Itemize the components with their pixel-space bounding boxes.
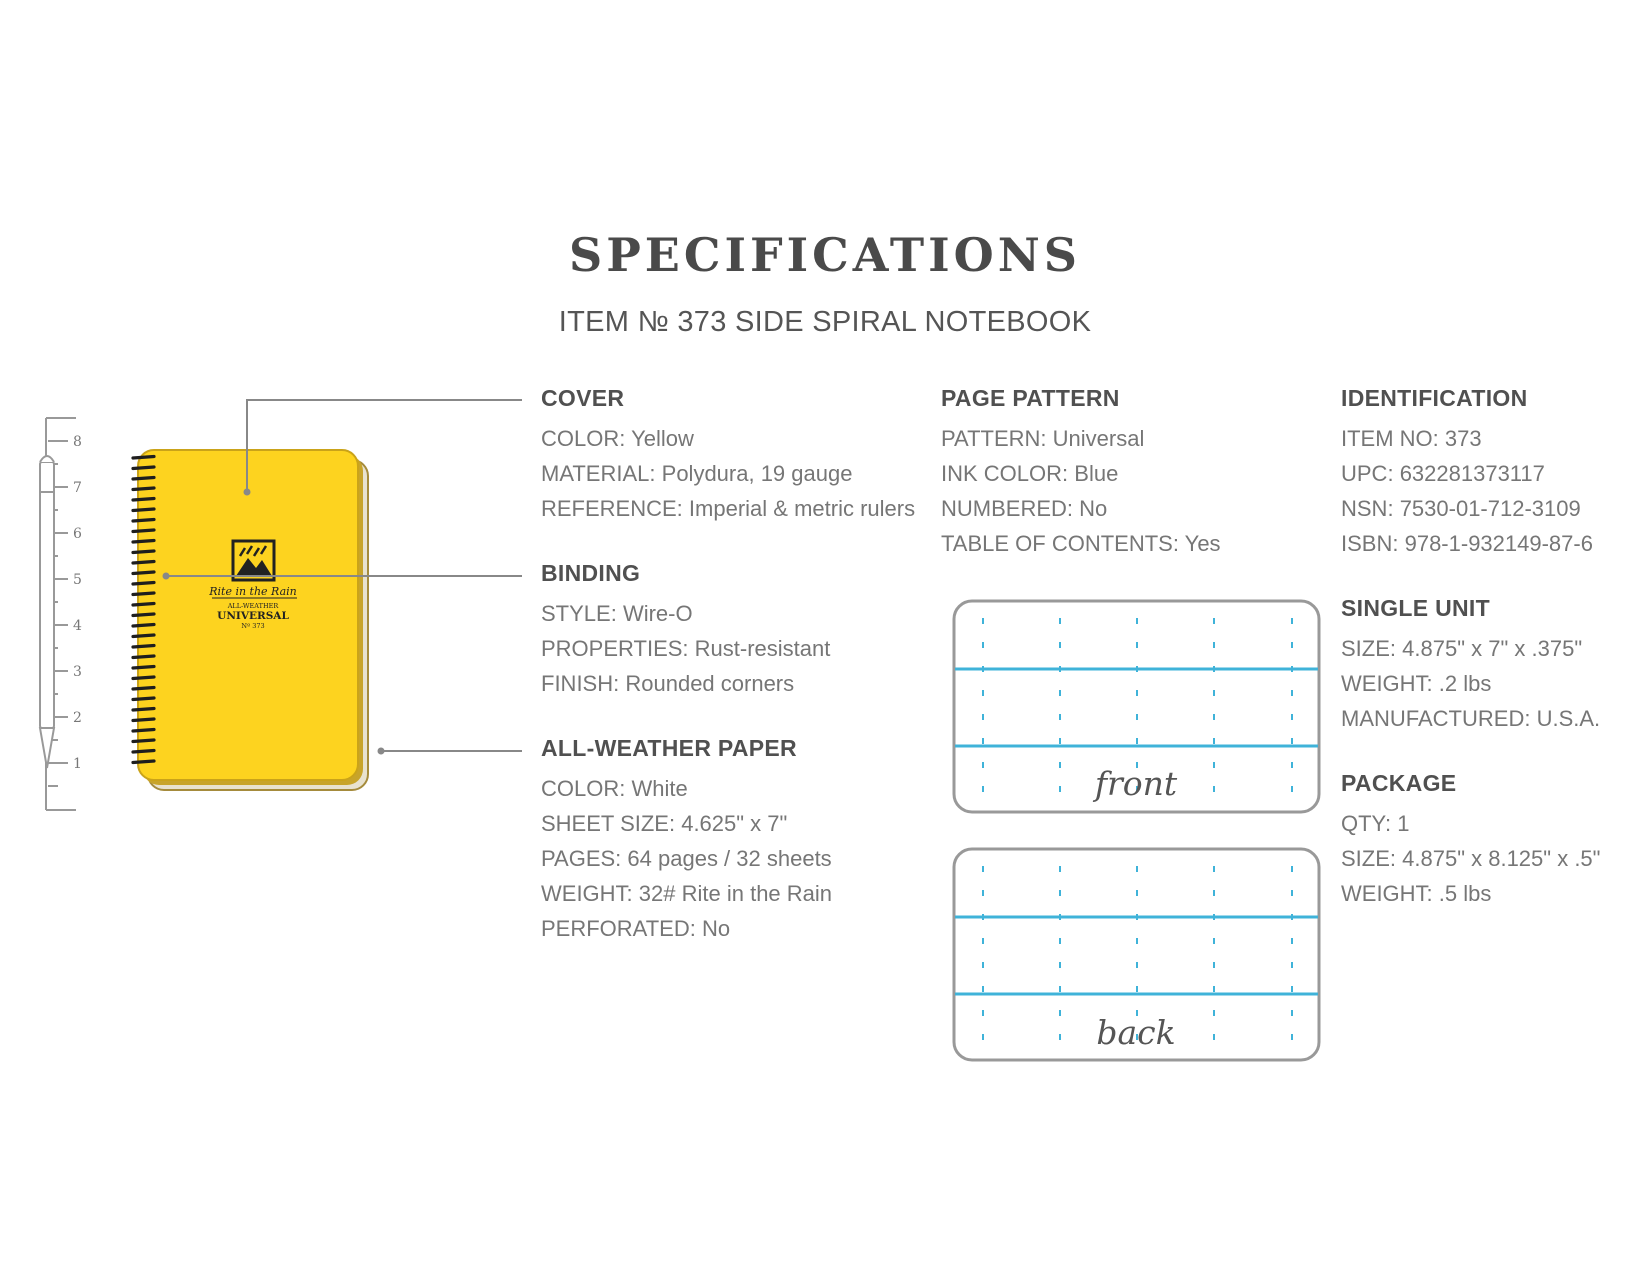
spec-label: WEIGHT: bbox=[1341, 881, 1433, 906]
spec-row bbox=[541, 876, 832, 911]
spec-value: 4.625" x 7" bbox=[681, 811, 788, 836]
spiral-coil bbox=[133, 635, 154, 637]
spec-row bbox=[541, 596, 830, 631]
spec-value: 978-1-932149-87-6 bbox=[1404, 531, 1593, 556]
spiral-coil bbox=[133, 467, 154, 469]
section-single-unit bbox=[1341, 595, 1600, 736]
spec-label: COLOR: bbox=[541, 776, 626, 801]
spec-label: QTY: bbox=[1341, 811, 1392, 836]
spec-value: Polydura, 19 gauge bbox=[661, 461, 853, 486]
spiral-coil bbox=[133, 509, 154, 511]
spec-row bbox=[541, 666, 830, 701]
spiral-coil bbox=[133, 709, 154, 711]
spec-value: Yellow bbox=[631, 426, 694, 451]
cover-line-all-weather: ALL-WEATHER bbox=[227, 602, 279, 610]
ruler-tick-label: 1 bbox=[73, 756, 82, 772]
spiral-coil bbox=[133, 698, 154, 700]
spec-label: NUMBERED: bbox=[941, 496, 1074, 521]
spec-label: ISBN: bbox=[1341, 531, 1399, 556]
section-heading: PAGE PATTERN bbox=[941, 385, 1120, 411]
spec-value: 4.875" x 8.125" x .5" bbox=[1402, 846, 1601, 871]
section-heading: PACKAGE bbox=[1341, 770, 1457, 796]
spiral-coil bbox=[133, 604, 154, 606]
spec-row bbox=[941, 456, 1221, 491]
spec-value: 7530-01-712-3109 bbox=[1399, 496, 1581, 521]
spiral-coil bbox=[133, 688, 154, 690]
ruler-tick-label: 4 bbox=[73, 618, 82, 634]
spec-label: PERFORATED: bbox=[541, 916, 696, 941]
spiral-coil bbox=[133, 730, 154, 732]
spec-row bbox=[1341, 421, 1593, 456]
spec-value: Rounded corners bbox=[625, 671, 795, 696]
ruler-tick-label: 8 bbox=[73, 434, 82, 450]
ruler-tick-label: 5 bbox=[73, 572, 82, 588]
spiral-coil bbox=[133, 614, 154, 616]
spec-row bbox=[941, 526, 1221, 561]
spec-value: White bbox=[631, 776, 688, 801]
spec-label: NSN: bbox=[1341, 496, 1394, 521]
pencil-icon bbox=[40, 456, 54, 768]
spiral-coil bbox=[133, 740, 154, 742]
spec-label: TABLE OF CONTENTS: bbox=[941, 531, 1179, 556]
page-title: SPECIFICATIONS bbox=[568, 228, 1082, 282]
spec-label: REFERENCE: bbox=[541, 496, 683, 521]
spiral-coil bbox=[133, 572, 154, 574]
spec-value: Imperial & metric rulers bbox=[688, 496, 916, 521]
ruler-tick-label: 6 bbox=[73, 526, 82, 542]
spiral-coil bbox=[133, 761, 154, 763]
notebook-illustration bbox=[133, 450, 368, 790]
spec-value: 1 bbox=[1397, 811, 1410, 836]
spec-row bbox=[1341, 526, 1593, 561]
spec-value: 632281373117 bbox=[1399, 461, 1545, 486]
spec-row bbox=[1341, 701, 1600, 736]
spiral-coil bbox=[133, 656, 154, 658]
spec-label: COLOR: bbox=[541, 426, 626, 451]
spec-value: U.S.A. bbox=[1536, 706, 1601, 731]
cover-line-number: Nº 373 bbox=[241, 622, 265, 630]
spiral-coil bbox=[133, 478, 154, 480]
spec-row bbox=[541, 841, 832, 876]
spec-row bbox=[541, 631, 830, 666]
spec-label: SIZE: bbox=[1341, 636, 1397, 661]
spec-label: MATERIAL: bbox=[541, 461, 656, 486]
spec-row bbox=[1341, 876, 1600, 911]
ruler-tick-label: 7 bbox=[73, 480, 82, 496]
section-page-pattern bbox=[941, 385, 1221, 561]
spec-label: INK COLOR: bbox=[941, 461, 1069, 486]
back-label: back bbox=[1096, 1013, 1176, 1052]
section-identification bbox=[1341, 385, 1593, 561]
spiral-coil bbox=[133, 551, 154, 553]
section-heading: BINDING bbox=[541, 560, 641, 586]
spiral-coil bbox=[133, 646, 154, 648]
spec-value: No bbox=[701, 916, 731, 941]
ruler-tick-label: 3 bbox=[73, 664, 82, 680]
section-all-weather-paper bbox=[541, 735, 832, 946]
spiral-coil bbox=[133, 541, 154, 543]
spec-label: UPC: bbox=[1341, 461, 1394, 486]
spec-row bbox=[541, 771, 832, 806]
spec-value: Wire-O bbox=[622, 601, 693, 626]
section-heading: COVER bbox=[541, 385, 625, 411]
spiral-coil bbox=[133, 677, 154, 679]
spec-value: Yes bbox=[1184, 531, 1221, 556]
spec-value: .2 lbs bbox=[1438, 671, 1492, 696]
spec-label: WEIGHT: bbox=[1341, 671, 1433, 696]
spec-label: WEIGHT: bbox=[541, 881, 633, 906]
spiral-coil bbox=[133, 520, 154, 522]
spec-row bbox=[1341, 841, 1600, 876]
spec-label: FINISH: bbox=[541, 671, 620, 696]
spec-row bbox=[541, 911, 832, 946]
section-heading: IDENTIFICATION bbox=[1341, 385, 1528, 411]
spiral-coil bbox=[133, 751, 154, 753]
spec-value: .5 lbs bbox=[1438, 881, 1492, 906]
spec-row bbox=[541, 806, 832, 841]
spec-row bbox=[1341, 806, 1600, 841]
ruler-tick-label: 2 bbox=[73, 710, 82, 726]
cover-line-universal: UNIVERSAL bbox=[217, 610, 289, 622]
section-package bbox=[1341, 770, 1600, 911]
section-heading: SINGLE UNIT bbox=[1341, 595, 1490, 621]
section-binding bbox=[541, 560, 830, 701]
section-heading: ALL-WEATHER PAPER bbox=[541, 735, 797, 761]
spec-label: ITEM NO: bbox=[1341, 426, 1439, 451]
spiral-coil bbox=[133, 583, 154, 585]
spiral-coil bbox=[133, 625, 154, 627]
spec-row bbox=[1341, 631, 1600, 666]
page-subtitle: ITEM № 373 SIDE SPIRAL NOTEBOOK bbox=[558, 306, 1092, 338]
spec-value: 373 bbox=[1444, 426, 1482, 451]
spiral-coil bbox=[133, 667, 154, 669]
section-cover bbox=[541, 385, 915, 526]
spec-label: MANUFACTURED: bbox=[1341, 706, 1531, 731]
spiral-coil bbox=[133, 593, 154, 595]
spec-value: Blue bbox=[1074, 461, 1119, 486]
spec-value: 32# Rite in the Rain bbox=[638, 881, 833, 906]
spiral-coil bbox=[133, 719, 154, 721]
spec-value: Rust-resistant bbox=[694, 636, 831, 661]
page-sample-back bbox=[954, 849, 1319, 1060]
spec-label: PROPERTIES: bbox=[541, 636, 689, 661]
spec-label: SHEET SIZE: bbox=[541, 811, 676, 836]
spec-row bbox=[1341, 666, 1600, 701]
spec-value: 4.875" x 7" x .375" bbox=[1402, 636, 1583, 661]
spec-row bbox=[541, 421, 915, 456]
spec-label: STYLE: bbox=[541, 601, 617, 626]
spec-value: Universal bbox=[1052, 426, 1145, 451]
spec-label: PAGES: bbox=[541, 846, 622, 871]
spec-label: SIZE: bbox=[1341, 846, 1397, 871]
spiral-coil bbox=[133, 530, 154, 532]
spec-row bbox=[1341, 491, 1593, 526]
spiral-coil bbox=[133, 562, 154, 564]
spec-row bbox=[541, 456, 915, 491]
front-label: front bbox=[1094, 764, 1178, 803]
spec-row bbox=[1341, 456, 1593, 491]
spec-label: PATTERN: bbox=[941, 426, 1047, 451]
page-sample-front bbox=[954, 601, 1319, 812]
spec-row bbox=[941, 491, 1221, 526]
spec-value: 64 pages / 32 sheets bbox=[627, 846, 832, 871]
spec-row bbox=[541, 491, 915, 526]
spec-value: No bbox=[1079, 496, 1108, 521]
spec-row bbox=[941, 421, 1221, 456]
cover-brand: Rite in the Rain bbox=[209, 585, 297, 598]
spiral-coil bbox=[133, 488, 154, 490]
spiral-coil bbox=[133, 457, 154, 459]
spiral-coil bbox=[133, 499, 154, 501]
